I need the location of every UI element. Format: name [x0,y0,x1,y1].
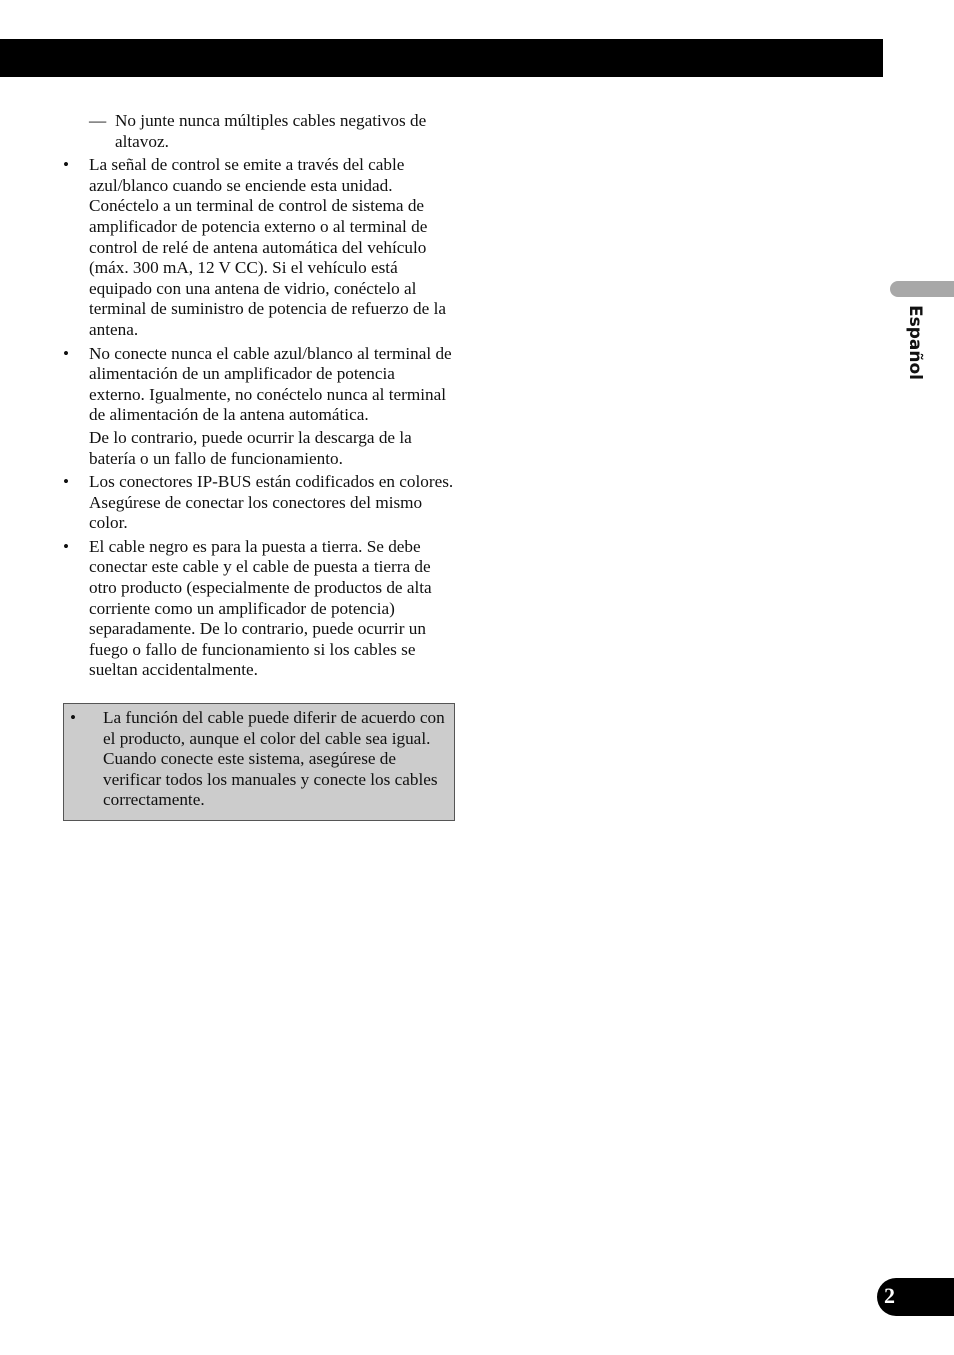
bullet-marker: • [70,708,77,727]
bullet-paragraph: De lo contrario, puede ocurrir la descarga de la batería o un fallo de funcionamiento. [89,427,412,468]
bullet-marker: • [63,155,70,175]
bullet-paragraph: Los conectores IP-BUS están codificados en colores. Asegúrese de conectar los conectores del mismo color. [89,472,454,533]
note-box [63,703,455,821]
bullet-marker: • [63,343,70,363]
bullet-paragraph: El cable negro es para la puesta a tierra. Se debe conectar este cable y el cable de puesta a tierra de otro producto (especialmente de productos de alta corriente como un amplificador de potencia) separadamente. De lo contrario, puede ocurrir un fuego o fallo de funcionamiento si los cables se sueltan accidentalmente. [89,536,432,680]
bullet-item-blue-white-warning [63,344,455,470]
dash-marker: — [89,111,107,130]
note-item [70,708,446,811]
bullet-paragraph: La señal de control se emite a través del cable azul/blanco cuando se enciende esta unidad. Conéctelo a un terminal de control de sistema de amplificador de potencia externo o al terminal de control de relé de antena automática del vehículo (máx. 300 mA, 12 V CC). Si el vehículo está equipado con una antena de vidrio, conéctelo al terminal de suministro de potencia de refuerzo de la antena. [89,155,446,339]
header-bar [0,39,883,77]
language-tab [890,281,954,297]
bullet-item-control-signal [63,155,455,340]
bullet-marker: • [63,472,70,492]
bullet-item-ip-bus [63,472,455,534]
bullet-paragraph: No conecte nunca el cable azul/blanco al terminal de alimentación de un amplificador de potencia externo. Igualmente, no conéctelo nunca al terminal de alimentación de la antena automática. [89,343,452,425]
dash-item-text: No junte nunca múltiples cables negativos de altavoz. [115,111,427,151]
bullet-marker: • [63,536,70,556]
bullet-item-ground-cable [63,537,455,681]
note-text: La función del cable puede diferir de acuerdo con el producto, aunque el color del cable sea igual. Cuando conecte este sistema, asegúrese de verificar todos los manuales y conecte los cables correctamente. [103,708,445,810]
main-content [63,111,455,684]
page-number: 2 [884,1283,895,1308]
dash-list-item [63,111,455,152]
language-label: Español [905,305,925,380]
